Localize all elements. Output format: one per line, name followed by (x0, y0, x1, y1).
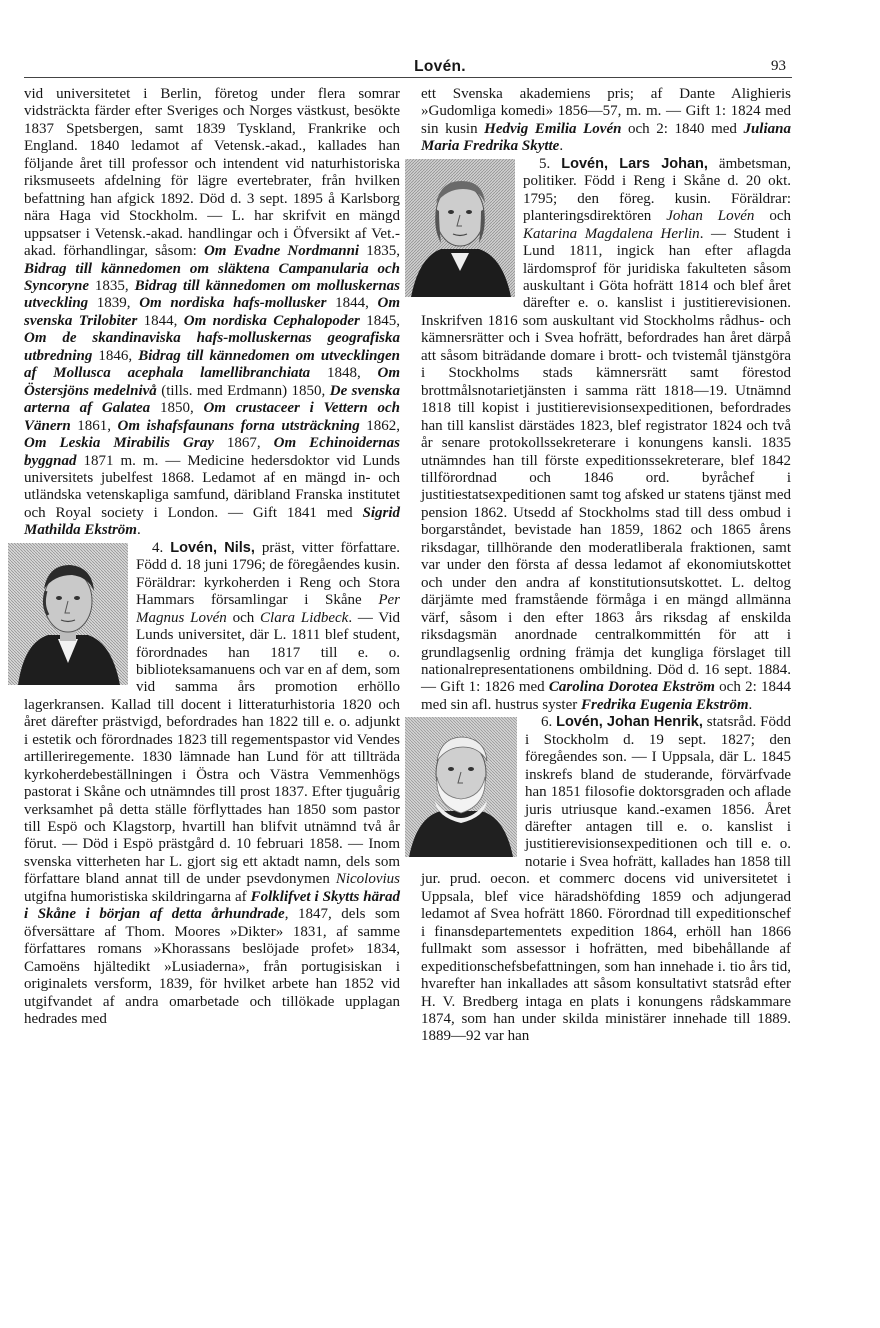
portrait-nils-loven (8, 543, 128, 685)
page-header (0, 58, 880, 82)
entry-heading: Lovén, Nils, (170, 539, 255, 556)
entry-3-continuation: vid universitetet i Berlin, företog under flera somrar vidsträckta färder efter Sveriges och Norges västkust, besökte 1837 Spetsbergen, samt 1839 Tyskland, Frankrike och England. 1840 ledamot af Vetensk.-akad., kallades han följande året till professor och intendent vid naturhistoriska riksmuseets afdelning för lägre evertebrater, från hvilken befattning han afgick 1892. Död d. 3 sept. 1895 å Karlsborg nära Haga vid Stockholm. — L. har skrifvit en mängd uppsatser i Vetensk.-akad. handlingar och i Öfversikt af Vet.-akad. förhandlingar, såsom: Om Evadne Nordmanni 1835, Bidrag till kännedomen om släktena Campanularia och Syncoryne 1835, Bidrag till kännedomen om molluskernas utveckling 1839, Om nordiska hafs-mollusker 1844, Om svenska Trilobiter 1844, Om nordiska Cephalopoder 1845, Om de skandinaviska hafs-molluskernas geografiska utbredning 1846, Bidrag till kännedomen om utvecklingen af Mollusca acephala lamellibranchiata 1848, Om Östersjöns medelnivå (tills. med Erdmann) 1850, De svenska arterna af Galatea 1850, Om crustaceer i Vettern och Vänern 1861, Om ishafsfaunans forna utsträckning 1862, Om Leskia Mirabilis Gray 1867, Om Echinoidernas byggnad 1871 m. m. — Medicine hedersdoktor vid Lunds universitets jubelfest 1868. Ledamot af en mängd in- och utländska vetenskapliga samfund, däribland Franska institutet och Royal society i London. — Gift 1841 med Sigrid Mathilda Ekström. (24, 86, 401, 539)
spouse-name: Sigrid Mathilda Ekström (24, 504, 400, 539)
spouse-name: Juliana Maria Fredrika Skytte (421, 120, 791, 155)
work-title: Om svenska Trilobiter (24, 295, 400, 329)
work-title: Om Leskia Mirabilis Gray (24, 435, 214, 452)
work-title: Om nordiska Cephalopoder (183, 312, 360, 329)
entry-heading: Lovén, Johan Henrik, (556, 714, 703, 731)
work-title: Om Evadne Nordmanni (203, 243, 360, 260)
entry-4-continuation: ett Svenska akademiens pris; af Dante Alighieris »Gudomliga komedi» 1856—57, m. m. — Gift 1: 1824 med sin kusin Hedvig Emilia Lovén och 2: 1840 med Juliana Maria Fredrika Skytte. (421, 86, 791, 155)
spouse-name: Fredrika Eugenia Ekström (580, 696, 749, 713)
work-title: Bidrag till kännedomen om molluskernas utveckling (24, 277, 400, 312)
portrait-engraving-icon (405, 717, 517, 857)
spouse-name: Hedvig Emilia Lovén (484, 120, 622, 137)
portrait-engraving-icon (405, 159, 515, 297)
page-number: 93 (771, 58, 786, 74)
portrait-lars-johan-loven (405, 159, 515, 297)
mother-name: Clara Lidbeck (260, 609, 349, 626)
work-title: Om crustaceer i Vettern och Vänern (24, 400, 401, 434)
work-title: Om Echinoidernas byggnad (24, 435, 400, 469)
portrait-engraving-icon (8, 543, 128, 685)
entry-4-nils-loven: 4. Lovén, Nils, präst, vitter författare. Född d. 18 juni 1796; de föregåendes kusin. Föräldrar: kyrkoherden i Reng och Stora Hammars församlingar i Skåne Per Magnus Lovén och Clara Lidbeck. — Vid Lunds universitet, där L. 1811 blef student, förordnades han 1817 till e. o. biblioteksamanuens och var en af dem, som vid samma års promotion erhöllo lagerkransen. Kallad till docent i litteraturhistoria 1820 och året därefter prästvigd, befordrades han 1822 till e. o. adjunkt i estetik och förordnades 1823 till regementspastor vid Vendes artilleriregemente. 1830 lämnade han Lund för att tillträda kyrkoherdebeställningen i Östra och Västra Vemmenhögs pastorat i Skåne och utnämndes till prost 1837. Efter tjuguårig verksamhet på detta ställe förflyttades han 1850 som pastor till Espö och Klagstorp, hvartill han blifvit utnämnd två år förut. — Död i Espö prästgård d. 10 februari 1858. — Inom svenska vitterheten har L. gjort sig ett aktadt namn, dels som författare bland annat till de under psevdonymen Nicolovius utgifna humoristiska skildringarna af Folklifvet i Skytts härad i Skåne i början af detta århundrade, 1847, dels som öfversättare af Thom. Moores »Dikter» 1831, af samme författares romans »Khorassans beslöjade profet» 1834, Camoëns hjältedikt »Lusiaderna», från portugisiskan i originalets versform, 1839, för hvilket arbete han 1852 vid utgifvandet af andra omarbetade och tillökade upplagan hedrades med (24, 540, 400, 1029)
father-name: Johan Lovén (666, 208, 755, 225)
work-title: De svenska arterna af Galatea (24, 382, 401, 417)
work-title: Om de skandinaviska hafs-molluskernas geografiska utbredning (24, 330, 400, 364)
father-name: Per Magnus Lovén (136, 592, 400, 626)
spouse-name: Carolina Dorotea Ekström (548, 679, 715, 696)
pseudonym: Nicolovius (335, 871, 400, 888)
entry-6-johan-henrik-loven: 6. Lovén, Johan Henrik, statsråd. Född i Stockholm d. 19 sept. 1827; den föregåendes son. — I Uppsala, där L. 1845 inskrefs bland de studerande, förvärfvade han 1851 filosofie doktorsgraden och aflade juris utriusque kand.-examen 1856. Året därefter antagen till e. o. kanslist i justitierevisionsexpeditionen och till e. o. notarie i Svea hofrätt, kallades han 1858 till jur. prud. oecon. et commerc docens vid universitetet i Uppsala, blef vice häradshöfding 1859 och adjungerad ledamot af Svea hofrätt 1860. Förordnad till expeditionschef i finansdepartementets expedition 1864, erhöll han 1866 fullmakt som assessor i hofrätten, med bibehållande af expeditionschefsbefattningen, som han innehade i. tio års tid, hvarefter han inkallades att såsom konsultativt statsråd efter H. V. Bredberg intaga en plats i konungens rådskammare 1874, som han under skilda ministärer innehade till 1889. 1889—92 var han (421, 714, 791, 1046)
work-title: Bidrag till kännedomen om utvecklingen af Mollusca acephala lamellibranchiata (24, 347, 400, 382)
work-title: Folklifvet i Skytts härad i Skåne i början af detta århundrade (24, 888, 400, 923)
entry-heading: Lovén, Lars Johan, (561, 155, 708, 172)
work-title: Om nordiska hafs-mollusker (139, 295, 327, 312)
work-title: Om Östersjöns medelnivå (24, 365, 400, 399)
header-rule (24, 77, 792, 78)
entry-5-lars-johan-loven: 5. Lovén, Lars Johan, ämbetsman, politiker. Född i Reng i Skåne d. 20 okt. 1795; den föreg. kusin. Föräldrar: planteringsdirektören Johan Lovén och Katarina Magdalena Herlin. — Student i Lund 1811, ingick han efter aflagda lärdomsprof för juridiska fakulteten såsom auskultant i Göta hofrätt 1814 och blef året därefter e. o. kanslist i justitierevisionen. Inskrifven 1816 som auskultant vid Stockholms rådhus- och kämnersrätter och i Svea hofrätt, befordrades han året därpå att såsom biträdande domare i brott- och tvistemål tjänstgöra i Stockholms stads kämnersrätt samt förestod brottmålsnotarietjänsten i samma rätt 1818—19. Utnämnd 1818 till kopist i justitierevisionsexpeditionen, befordrades han till kanslist därstädes 1823, blef registrator 1824 och två år senare protokollssekreterare i konungens kansli. 1835 utnämndes han till förste expeditionssekreterare, blef 1842 tillförordnad och 1846 ord. byråchef i justitiestatsexpeditionen samt tog afsked ur statens tjänst med pension 1862. Utsedd af Stockholms stad till dess ombud i borgarståndet, bevistade han 1859, 1862 och 1865 årens riksdagar, tillhörande den moderatliberala fraktionen, samt var under den första af dessa ledamot af ekonomiutskottet och under den andra af konstitutionsutskottet. L. deltog därjämte med framstående förmåga i en mängd allmänna värf, såsom i den efter 1863 års riksdag af enskilda riksdagsmän anordnade centralkommittén för att i grundlagsenlig ordning främja det kungliga förslaget till nationalrepresentationens ombildning. Död d. 16 sept. 1884. — Gift 1: 1826 med Carolina Dorotea Ekström och 2: 1844 med sin afl. hustrus syster Fredrika Eugenia Ekström. (421, 156, 791, 715)
running-head: Lovén. (414, 58, 466, 75)
portrait-johan-henrik-loven (405, 717, 517, 857)
mother-name: Katarina Magdalena Herlin (523, 225, 700, 242)
left-column (24, 86, 400, 1028)
work-title: Om ishafsfaunans forna utsträckning (117, 417, 360, 434)
work-title: Bidrag till kännedomen om släktena Campanularia och Syncoryne (24, 260, 400, 294)
right-column (421, 86, 791, 1046)
